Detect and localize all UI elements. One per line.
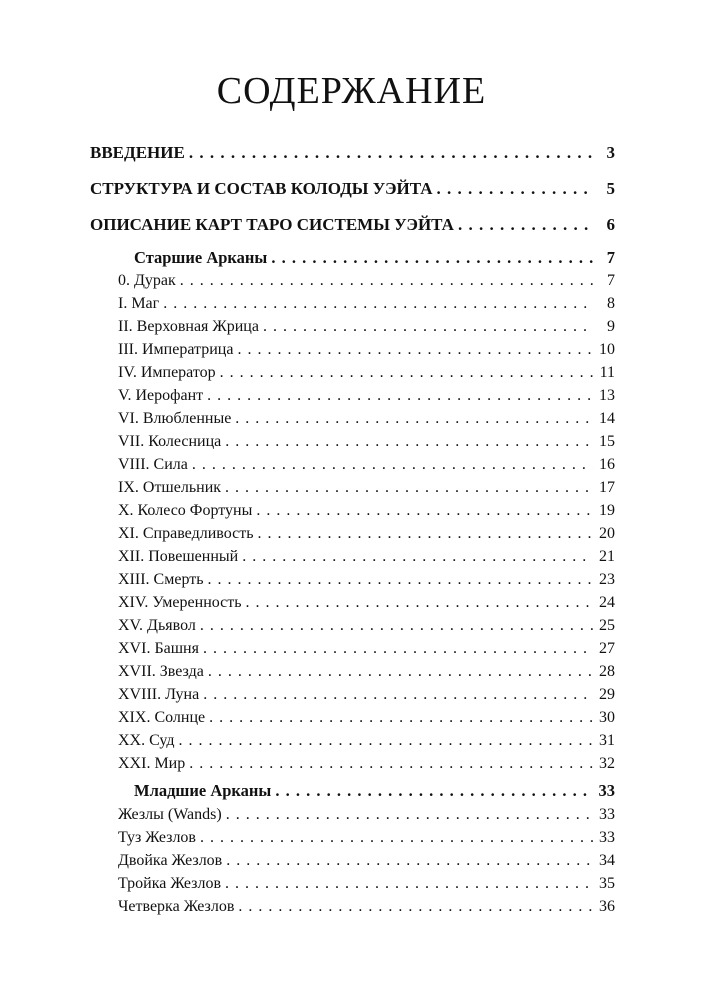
dot-leader [238, 898, 593, 916]
toc-item[interactable] [118, 594, 615, 612]
dot-leader [200, 829, 593, 847]
toc-item-label: XIII. Смерть [118, 571, 204, 588]
toc-entry-page: 6 [606, 215, 615, 234]
dot-leader [237, 341, 593, 359]
toc-item-page: 20 [599, 525, 615, 542]
toc-item[interactable] [118, 341, 615, 359]
page-title: СОДЕРЖАНИЕ [216, 70, 487, 112]
toc-item[interactable] [118, 640, 615, 658]
toc-item[interactable] [118, 617, 615, 635]
toc-item-label: XII. Повешенный [118, 548, 239, 565]
dot-leader [203, 640, 593, 658]
toc-item-label: XI. Справедливость [118, 525, 254, 542]
toc-item-label: II. Верховная Жрица [118, 318, 259, 335]
toc-item[interactable] [118, 806, 615, 824]
dot-leader [258, 525, 594, 543]
toc-item-page: 14 [599, 410, 615, 427]
toc-item[interactable] [118, 571, 615, 589]
toc-entry-label: ВВЕДЕНИЕ [90, 143, 185, 162]
dot-leader [189, 143, 593, 163]
toc-item-page: 19 [599, 502, 615, 519]
dot-leader [189, 755, 593, 773]
toc-item-label: XIV. Умеренность [118, 594, 242, 611]
toc-item-page: 30 [599, 709, 615, 726]
toc-item-page: 24 [599, 594, 615, 611]
toc-item-page: 21 [599, 548, 615, 565]
toc-item-label: IV. Император [118, 364, 216, 381]
toc-item-page: 36 [599, 898, 615, 915]
toc-item-page: 23 [599, 571, 615, 588]
dot-leader [246, 594, 593, 612]
toc-item[interactable] [118, 295, 615, 313]
dot-leader [192, 456, 593, 474]
dot-leader [436, 179, 593, 199]
toc-item-page: 28 [599, 663, 615, 680]
toc-item-label: XVIII. Луна [118, 686, 200, 703]
toc-item-page: 7 [607, 272, 615, 289]
toc-item-label: Четверка Жезлов [118, 898, 235, 915]
toc-item-page: 33 [599, 806, 615, 823]
toc-entry-page: 3 [606, 143, 615, 162]
dot-leader [179, 732, 593, 750]
dot-leader [242, 548, 593, 566]
toc-item-label: 0. Дурак [118, 272, 176, 289]
toc-item[interactable] [118, 732, 615, 750]
toc-item[interactable] [118, 502, 615, 520]
toc-item-page: 13 [599, 387, 615, 404]
toc-item-label: Туз Жезлов [118, 829, 196, 846]
toc-item-page: 31 [599, 732, 615, 749]
toc-entry-page: 5 [606, 179, 615, 198]
dot-leader [200, 617, 593, 635]
toc-item-page: 8 [607, 295, 615, 312]
toc-item-page: 32 [599, 755, 615, 772]
toc-item-label: V. Иерофант [118, 387, 204, 404]
toc-item-label: XIX. Солнце [118, 709, 206, 726]
dot-leader [208, 571, 593, 589]
toc-item-label: Жезлы (Wands) [118, 806, 222, 823]
toc-entry-page: 7 [606, 248, 615, 267]
toc-item-page: 9 [607, 318, 615, 335]
toc-item-label: X. Колесо Фортуны [118, 502, 253, 519]
toc-item[interactable] [118, 829, 615, 847]
toc-item-page: 15 [599, 433, 615, 450]
toc-entry-card-descriptions[interactable] [90, 215, 615, 235]
toc-entry-label: Старшие Арканы [134, 248, 268, 267]
toc-entry-page: 33 [598, 781, 615, 800]
toc-item[interactable] [118, 686, 615, 704]
toc-item-page: 34 [599, 852, 615, 869]
toc-item-page: 17 [599, 479, 615, 496]
toc-item-label: XXI. Мир [118, 755, 186, 772]
toc-item-label: XVI. Башня [118, 640, 199, 657]
dot-leader [180, 272, 593, 290]
dot-leader [225, 433, 593, 451]
dot-leader [275, 781, 593, 801]
toc-item-page: 33 [599, 829, 615, 846]
dot-leader [163, 295, 593, 313]
toc-entry-label: ОПИСАНИЕ КАРТ ТАРО СИСТЕМЫ УЭЙТА [90, 215, 454, 234]
toc-item[interactable] [118, 898, 615, 916]
toc-item[interactable] [118, 272, 615, 290]
toc-item[interactable] [118, 410, 615, 428]
dot-leader [203, 686, 593, 704]
toc-item-label: VII. Колесница [118, 433, 222, 450]
toc-item[interactable] [118, 548, 615, 566]
toc-item-label: IX. Отшельник [118, 479, 222, 496]
toc-entry-label: Младшие Арканы [134, 781, 272, 800]
dot-leader [226, 806, 593, 824]
toc-item-label: XX. Суд [118, 732, 175, 749]
toc-item[interactable] [118, 852, 615, 870]
toc-item-label: VIII. Сила [118, 456, 188, 473]
dot-leader [208, 663, 593, 681]
toc-item-page: 29 [599, 686, 615, 703]
toc-entry-introduction[interactable] [90, 143, 615, 163]
toc-item[interactable] [118, 387, 615, 405]
dot-leader [256, 502, 593, 520]
dot-leader [263, 318, 593, 336]
dot-leader [235, 410, 593, 428]
toc-item-label: XV. Дьявол [118, 617, 196, 634]
toc-item-label: VI. Влюбленные [118, 410, 232, 427]
toc-item-page: 35 [599, 875, 615, 892]
dot-leader [225, 875, 593, 893]
toc-item[interactable] [118, 456, 615, 474]
toc-entry-label: СТРУКТУРА И СОСТАВ КОЛОДЫ УЭЙТА [90, 179, 433, 198]
toc-item[interactable] [118, 525, 615, 543]
toc-item-page: 25 [599, 617, 615, 634]
toc-entry-structure[interactable] [90, 179, 615, 199]
dot-leader [271, 248, 593, 268]
toc-item-label: I. Маг [118, 295, 160, 312]
toc-item[interactable] [118, 663, 615, 681]
toc-item-label: Двойка Жезлов [118, 852, 223, 869]
toc-item-label: III. Императрица [118, 341, 234, 358]
toc-item-page: 10 [599, 341, 615, 358]
dot-leader [225, 479, 593, 497]
toc-item-page: 27 [599, 640, 615, 657]
dot-leader [226, 852, 593, 870]
toc-entry-minor-arcana[interactable] [134, 781, 615, 801]
dot-leader [207, 387, 593, 405]
toc-item[interactable] [118, 318, 615, 336]
toc-item-label: Тройка Жезлов [118, 875, 222, 892]
toc-item[interactable] [118, 709, 615, 727]
toc-item[interactable] [118, 364, 615, 382]
toc-entry-major-arcana[interactable] [134, 248, 615, 268]
toc-item[interactable] [118, 479, 615, 497]
toc-item-page: 16 [599, 456, 615, 473]
dot-leader [220, 364, 593, 382]
dot-leader [209, 709, 593, 727]
toc-item[interactable] [118, 875, 615, 893]
dot-leader [458, 215, 593, 235]
toc-item[interactable] [118, 433, 615, 451]
toc-item-label: XVII. Звезда [118, 663, 204, 680]
toc-item[interactable] [118, 755, 615, 773]
toc-item-page: 11 [599, 364, 615, 381]
